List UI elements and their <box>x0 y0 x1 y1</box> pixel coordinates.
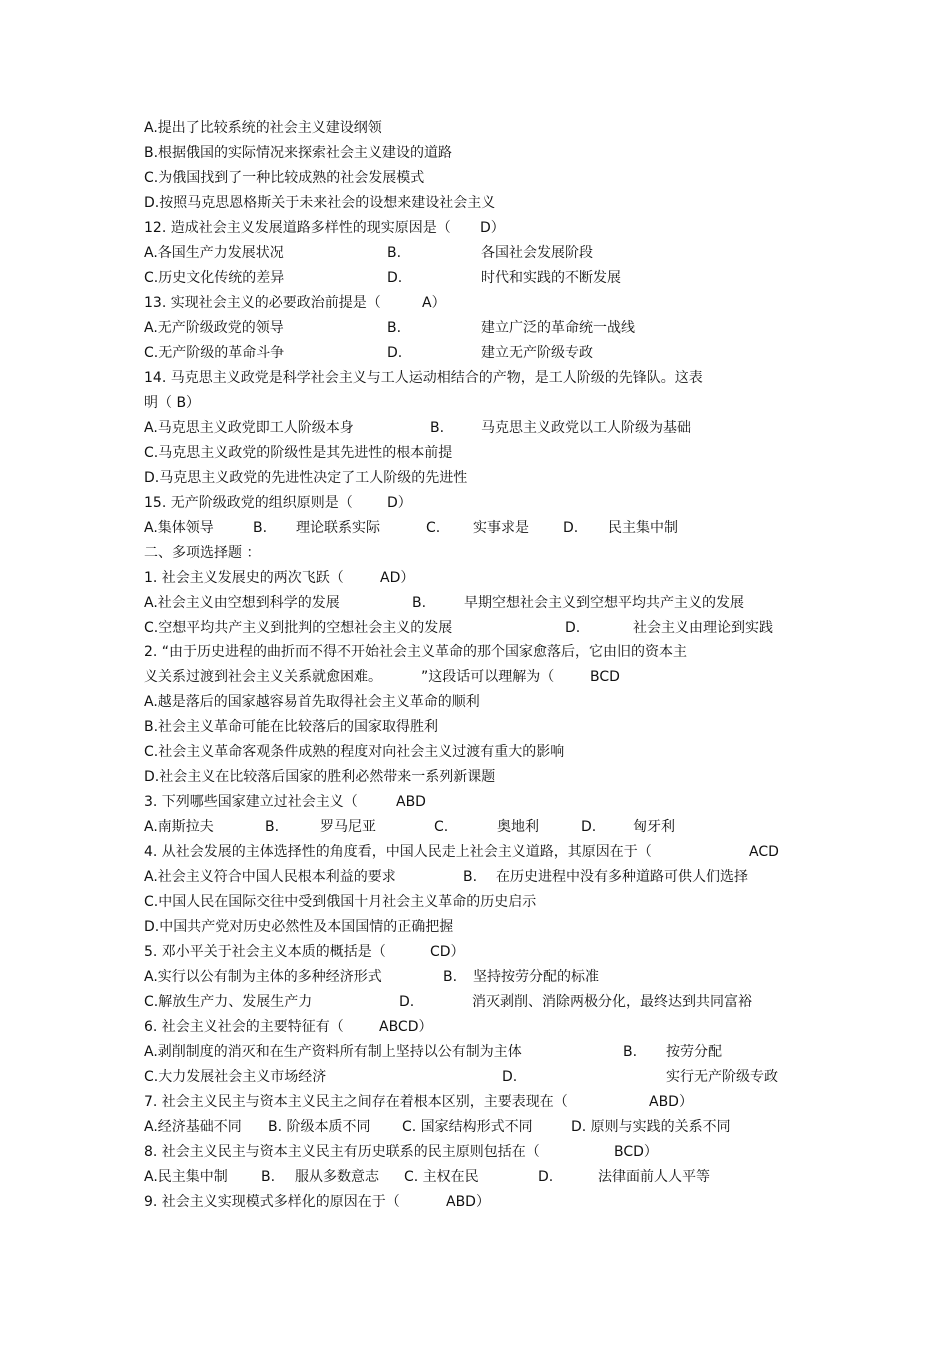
question-m8 <box>144 1142 658 1162</box>
answer: ACD <box>749 844 779 860</box>
option-row <box>144 967 599 987</box>
question-12 <box>144 218 505 238</box>
question-text: 9. 社会主义实现模式多样化的原因在于（ <box>144 1194 400 1210</box>
answer: A） <box>422 295 446 311</box>
option-line: D.马克思主义政党的先进性决定了工人阶级的先进性 <box>144 470 468 486</box>
option-d: D. 原则与实践的关系不同 <box>571 1119 731 1135</box>
answer: ABD <box>396 794 426 810</box>
option-row <box>144 518 678 538</box>
option-d: 实行无产阶级专政 <box>666 1069 778 1085</box>
option-c: C. 国家结构形式不同 <box>402 1119 533 1135</box>
option-row <box>144 867 748 887</box>
option-d: 社会主义由理论到实践 <box>633 620 773 636</box>
answer: BCD <box>590 669 620 685</box>
option-a: A.经济基础不同 <box>144 1119 242 1135</box>
option-b-label: B. <box>387 245 402 261</box>
option-b-label: B. <box>265 819 280 835</box>
option-line: D.按照马克思恩格斯关于未来社会的设想来建设社会主义 <box>144 195 496 211</box>
option-c: C.历史文化传统的差异 <box>144 270 285 286</box>
option-c-label: C. <box>426 520 441 536</box>
answer: D） <box>480 220 505 236</box>
question-text-tail: ”这段话可以理解为（ <box>421 669 555 685</box>
option-b: 理论联系实际 <box>296 520 380 536</box>
question-text: 13. 实现社会主义的必要政治前提是（ <box>144 295 381 311</box>
option-c: 奥地利 <box>497 819 539 835</box>
option-b-label: B. <box>412 595 427 611</box>
option-b-label: B. <box>387 320 402 336</box>
question-text: 15. 无产阶级政党的组织原则是（ <box>144 495 353 511</box>
option-line: A.提出了比较系统的社会主义建设纲领 <box>144 120 382 136</box>
option-b: 早期空想社会主义到空想平均共产主义的发展 <box>464 595 744 611</box>
option-line: C.社会主义革命客观条件成熟的程度对向社会主义过渡有重大的影响 <box>144 744 565 760</box>
option-d: 民主集中制 <box>608 520 678 536</box>
answer: ABCD） <box>379 1019 433 1035</box>
question-m7 <box>144 1092 693 1112</box>
option-d-label: D. <box>399 994 415 1010</box>
option-c: C.解放生产力、发展生产力 <box>144 994 313 1010</box>
question-m3 <box>144 792 426 812</box>
question-text: 1. 社会主义发展史的两次飞跃（ <box>144 570 344 586</box>
option-row <box>144 268 621 288</box>
option-b: 在历史进程中没有多种道路可供人们选择 <box>496 869 748 885</box>
option-d-label: D. <box>502 1069 518 1085</box>
option-line: D.社会主义在比较落后国家的胜利必然带来一系列新课题 <box>144 769 496 785</box>
option-b: 罗马尼亚 <box>320 819 376 835</box>
option-d: 匈牙利 <box>633 819 675 835</box>
option-b: 各国社会发展阶段 <box>481 245 593 261</box>
question-text: 3. 下列哪些国家建立过社会主义（ <box>144 794 358 810</box>
option-b: B. 阶级本质不同 <box>268 1119 371 1135</box>
option-c: C.无产阶级的革命斗争 <box>144 345 285 361</box>
option-b-label: B. <box>430 420 445 436</box>
option-d: 时代和实践的不断发展 <box>481 270 621 286</box>
option-row <box>144 1067 778 1087</box>
option-a: A.马克思主义政党即工人阶级本身 <box>144 420 354 436</box>
option-row <box>144 817 675 837</box>
answer: ABD） <box>446 1194 490 1210</box>
option-a: A.民主集中制 <box>144 1169 228 1185</box>
answer: BCD） <box>614 1144 658 1160</box>
option-row <box>144 418 691 438</box>
question-text: 6. 社会主义社会的主要特征有（ <box>144 1019 344 1035</box>
option-row <box>144 243 593 263</box>
question-m6 <box>144 1017 433 1037</box>
option-d-label: D. <box>387 345 403 361</box>
option-d: 建立无产阶级专政 <box>481 345 593 361</box>
option-c: C.空想平均共产主义到批判的空想社会主义的发展 <box>144 620 453 636</box>
option-b: 按劳分配 <box>666 1044 722 1060</box>
option-a: A.各国生产力发展状况 <box>144 245 284 261</box>
answer: ABD） <box>649 1094 693 1110</box>
option-b-label: B. <box>443 969 458 985</box>
option-line: A.越是落后的国家越容易首先取得社会主义革命的顺利 <box>144 694 480 710</box>
option-b: 马克思主义政党以工人阶级为基础 <box>481 420 691 436</box>
option-line: C.中国人民在国际交往中受到俄国十月社会主义革命的历史启示 <box>144 894 537 910</box>
option-row <box>144 593 744 613</box>
option-d: 法律面前人人平等 <box>598 1169 710 1185</box>
option-d-label: D. <box>387 270 403 286</box>
question-text: 义关系过渡到社会主义关系就愈困难。 <box>144 669 382 685</box>
option-line: C.马克思主义政党的阶级性是其先进性的根本前提 <box>144 445 453 461</box>
option-a: A.实行以公有制为主体的多种经济形式 <box>144 969 382 985</box>
question-text: 5. 邓小平关于社会主义本质的概括是（ <box>144 944 386 960</box>
option-d-label: D. <box>565 620 581 636</box>
option-row <box>144 1167 710 1187</box>
question-text: 8. 社会主义民主与资本主义民主有历史联系的民主原则包括在（ <box>144 1144 540 1160</box>
option-row <box>144 318 635 338</box>
option-line: B.根据俄国的实际情况来探索社会主义建设的道路 <box>144 145 453 161</box>
question-text: 12. 造成社会主义发展道路多样性的现实原因是（ <box>144 220 451 236</box>
option-a: A.集体领导 <box>144 520 214 536</box>
question-m5 <box>144 942 465 962</box>
option-d-label: D. <box>581 819 597 835</box>
option-c: C.大力发展社会主义市场经济 <box>144 1069 327 1085</box>
question-text: 4. 从社会发展的主体选择性的角度看，中国人民走上社会主义道路，其原因在于（ <box>144 844 652 860</box>
question-m2: 2. “由于历史进程的曲折而不得不开始社会主义革命的那个国家愈落后，它由旧的资本主 <box>144 644 688 660</box>
option-line: D.中国共产党对历史必然性及本国国情的正确把握 <box>144 919 454 935</box>
question-m4 <box>144 842 779 862</box>
option-c: C. 主权在民 <box>404 1169 479 1185</box>
option-b-label: B. <box>463 869 478 885</box>
question-13 <box>144 293 446 313</box>
option-d-label: D. <box>538 1169 554 1185</box>
question-14: 14. 马克思主义政党是科学社会主义与工人运动相结合的产物，是工人阶级的先锋队。这表 <box>144 370 703 386</box>
question-m2-cont <box>144 667 620 687</box>
option-b-label: B. <box>623 1044 638 1060</box>
option-a: A.社会主义符合中国人民根本利益的要求 <box>144 869 396 885</box>
answer: AD） <box>380 570 415 586</box>
option-b-label: B. <box>253 520 268 536</box>
option-a: A.社会主义由空想到科学的发展 <box>144 595 340 611</box>
option-a: A.南斯拉夫 <box>144 819 214 835</box>
question-14-cont: 明（ B） <box>144 395 201 411</box>
question-m9 <box>144 1192 490 1212</box>
option-d-label: D. <box>563 520 579 536</box>
option-row <box>144 1117 731 1137</box>
answer: CD） <box>430 944 465 960</box>
option-b: 坚持按劳分配的标准 <box>473 969 599 985</box>
question-m1 <box>144 568 415 588</box>
option-line: B.社会主义革命可能在比较落后的国家取得胜利 <box>144 719 439 735</box>
option-d: 消灭剥削、消除两极分化，最终达到共同富裕 <box>472 994 752 1010</box>
option-row <box>144 992 752 1012</box>
option-a: A.无产阶级政党的领导 <box>144 320 284 336</box>
option-a: A.剥削制度的消灭和在生产资料所有制上坚持以公有制为主体 <box>144 1044 522 1060</box>
option-c: 实事求是 <box>473 520 529 536</box>
answer: D） <box>387 495 412 511</box>
section-heading: 二、多项选择题 ： <box>144 545 261 561</box>
option-b: 建立广泛的革命统一战线 <box>481 320 635 336</box>
question-15 <box>144 493 412 513</box>
option-row <box>144 618 773 638</box>
option-row <box>144 343 593 363</box>
option-row <box>144 1042 722 1062</box>
question-text: 7. 社会主义民主与资本主义民主之间存在着根本区别，主要表现在（ <box>144 1094 568 1110</box>
option-line: C.为俄国找到了一种比较成熟的社会发展模式 <box>144 170 425 186</box>
option-b-label: B. <box>261 1169 276 1185</box>
option-b: 服从多数意志 <box>295 1169 379 1185</box>
option-c-label: C. <box>434 819 449 835</box>
